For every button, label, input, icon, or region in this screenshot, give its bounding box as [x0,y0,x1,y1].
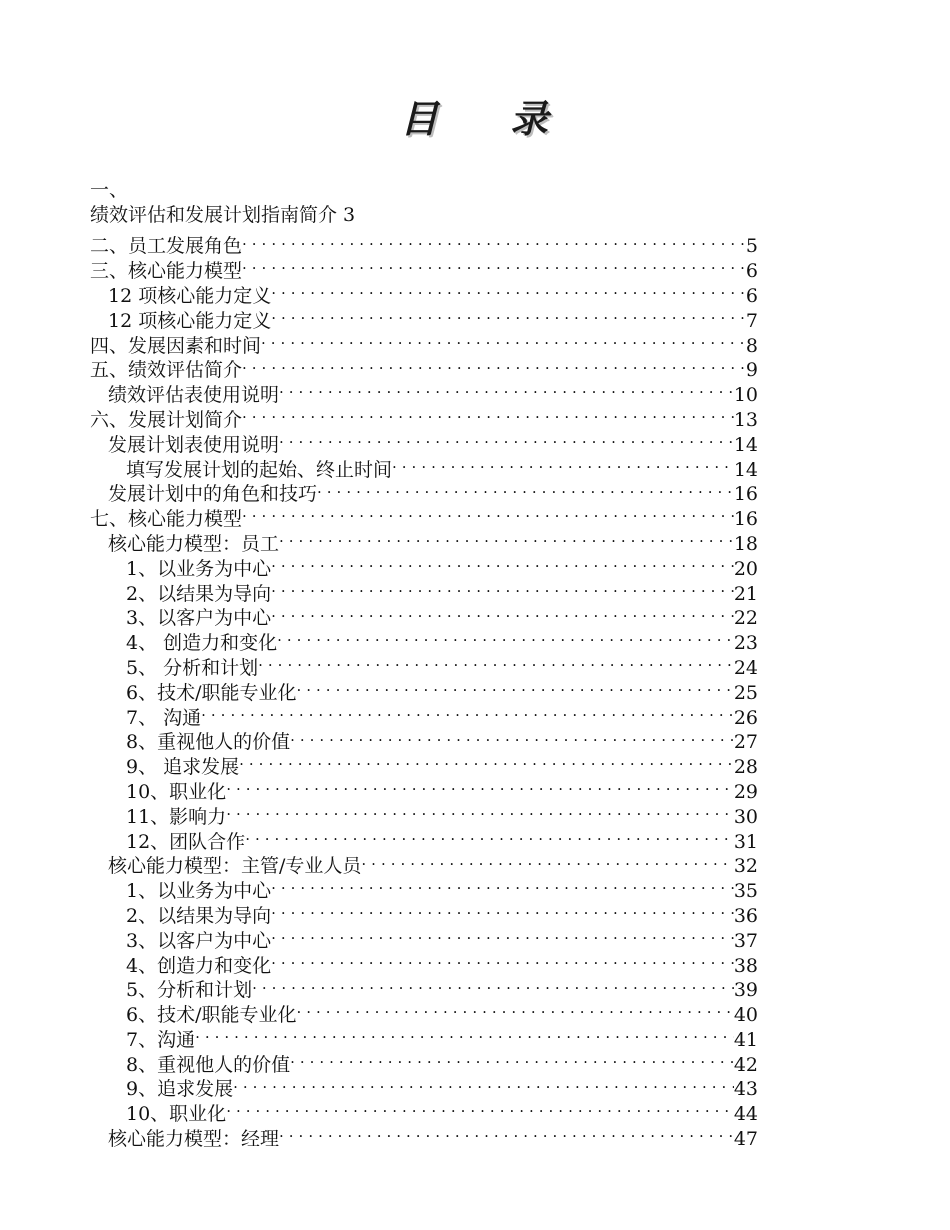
toc-entry-label: 12、团队合作 [126,830,246,853]
toc-leader [271,550,734,575]
toc-leader [242,228,746,253]
toc-entry-page: 32 [733,855,758,878]
toc-leader [226,773,734,798]
toc-entry-page: 6 [745,284,758,307]
toc-entry-label: 11、影响力 [126,805,227,828]
toc-entry-label: 2、以结果为导向 [126,904,272,927]
toc-entry-label: 3、以客户为中心 [126,929,272,952]
toc-leader [239,748,734,773]
toc-entry-label: 七、核心能力模型 [90,508,243,531]
toc-leader [279,426,734,451]
toc-entry-label: 核心能力模型：员工 [108,532,280,555]
toc-leader [242,401,734,426]
toc-entry-label: 1、以业务为中心 [126,557,272,580]
toc-entry-label: 6、技术/职能专业化 [126,681,297,704]
table-of-contents [90,178,758,1151]
toc-leader [297,674,734,699]
toc-leader [271,302,746,327]
toc-intro-title[interactable]: 绩效评估和发展计划指南简介 3 [90,203,356,226]
toc-leader [392,451,734,476]
toc-entry-page: 26 [733,706,758,729]
toc-entry-page: 20 [733,557,758,580]
toc-entry-page: 10 [733,384,758,407]
toc-entry-label: 7、 沟通 [126,706,202,729]
toc-leader [261,327,746,352]
toc-leader [195,1021,734,1046]
toc-leader [271,600,734,625]
toc-entry-label: 1、以业务为中心 [126,880,272,903]
toc-entry-label: 8、重视他人的价值 [126,731,291,754]
toc-leader [279,525,734,550]
toc-entry-label: 二、员工发展角色 [90,235,243,258]
toc-leader [271,872,734,897]
toc-entry-label: 填写发展计划的起始、终止时间 [126,458,393,481]
toc-entry-label: 3、以客户为中心 [126,607,272,630]
toc-entry-page: 27 [733,731,758,754]
toc-leader [201,699,734,724]
toc-entry-page: 43 [733,1078,758,1101]
toc-entry-label: 5、 分析和计划 [126,656,259,679]
toc-entry-page: 47 [733,1128,758,1151]
toc-entry-label: 绩效评估表使用说明 [108,384,280,407]
toc-leader [271,947,734,972]
toc-entry-page: 23 [733,632,758,655]
toc-entry-page: 39 [733,979,758,1002]
toc-entry-page: 8 [745,334,758,357]
toc-entry-label: 10、职业化 [126,780,227,803]
toc-entry-page: 6 [745,260,758,283]
toc-leader [226,1095,734,1120]
toc-entry-label: 4、 创造力和变化 [126,632,278,655]
toc-entry-label: 9、追求发展 [126,1078,234,1101]
toc-leader [279,376,734,401]
toc-entry-label: 9、 追求发展 [126,756,240,779]
toc-entry-page: 24 [733,656,758,679]
toc-entry-label: 12 项核心能力定义 [108,309,272,332]
toc-entry-page: 21 [733,582,758,605]
toc-leader [242,252,746,277]
toc-entry-page: 5 [745,235,758,258]
toc-entry-page: 44 [733,1103,758,1126]
toc-entry-label: 发展计划中的角色和技巧 [108,483,318,506]
page-title [0,88,950,143]
toc-entry-page: 31 [733,830,758,853]
toc-entry-label: 四、发展因素和时间 [90,334,262,357]
toc-entry-page: 30 [733,805,758,828]
toc-entry-page: 42 [733,1053,758,1076]
toc-leader [252,972,734,997]
toc-entry-page: 18 [733,532,758,555]
toc-leader [245,823,734,848]
toc-entry-page: 16 [733,483,758,506]
toc-entry-label: 7、沟通 [126,1028,196,1051]
toc-entry-page: 38 [733,954,758,977]
toc-entry-page: 37 [733,929,758,952]
toc-leader [233,1071,734,1096]
toc-entry-page: 13 [733,408,758,431]
toc-leader [226,798,734,823]
toc-entry-label: 三、核心能力模型 [90,260,243,283]
toc-leader [290,724,734,749]
toc-entry-label: 核心能力模型：主管/专业人员 [108,855,362,878]
toc-entry-page: 25 [733,681,758,704]
toc-leader [277,624,734,649]
toc-entry-label: 12 项核心能力定义 [108,284,272,307]
toc-entry-page: 7 [745,309,758,332]
toc-leader [271,897,734,922]
toc-leader [271,575,734,600]
toc-leader [242,500,734,525]
title-char-1: 目 [399,96,440,141]
toc-entry-page: 9 [745,359,758,382]
toc-leader [279,1120,734,1145]
toc-entry-label: 六、发展计划简介 [90,408,243,431]
toc-entry-page: 41 [733,1028,758,1051]
toc-entry-label: 2、以结果为导向 [126,582,272,605]
toc-leader [271,277,746,302]
toc-intro-number[interactable]: 一、 [90,179,129,201]
toc-leader [361,848,733,873]
toc-entry-label: 4、创造力和变化 [126,954,272,977]
toc-entry-page: 35 [733,880,758,903]
toc-entry-label: 8、重视他人的价值 [126,1053,291,1076]
toc-leader [290,1046,734,1071]
toc-entry-page: 16 [733,508,758,531]
toc-entry-label: 10、职业化 [126,1103,227,1126]
toc-entry-label: 五、绩效评估简介 [90,359,243,382]
toc-entry-label: 5、分析和计划 [126,979,253,1002]
toc-entry-page: 14 [733,433,758,456]
toc-entry-label: 核心能力模型：经理 [108,1128,280,1151]
toc-entry-page: 29 [733,780,758,803]
toc-entry-page: 36 [733,904,758,927]
toc-entry[interactable] [90,228,758,258]
toc-entry-label: 6、技术/职能专业化 [126,1004,297,1027]
toc-leader [297,996,734,1021]
toc-entry-page: 40 [733,1004,758,1027]
title-char-2: 录 [510,96,551,141]
toc-leader [317,476,734,501]
toc-entry-page: 22 [733,607,758,630]
toc-entry-page: 14 [733,458,758,481]
toc-leader [271,922,734,947]
toc-leader [258,649,734,674]
toc-leader [242,352,746,377]
toc-entry-label: 发展计划表使用说明 [108,433,280,456]
toc-entry-page: 28 [733,756,758,779]
